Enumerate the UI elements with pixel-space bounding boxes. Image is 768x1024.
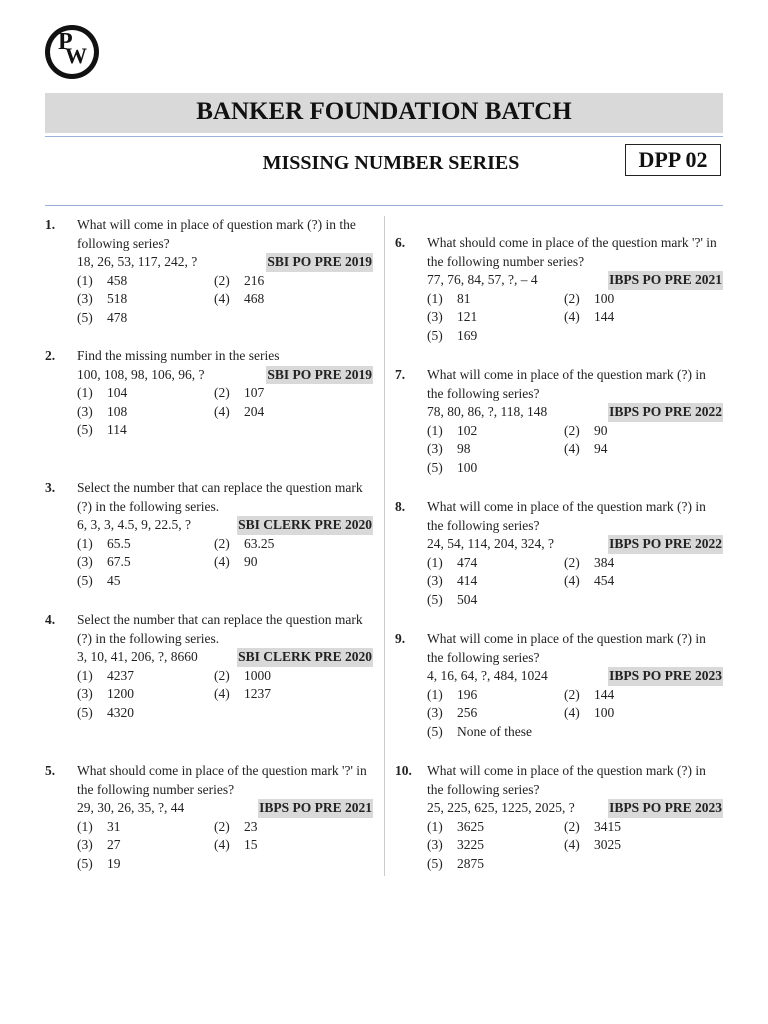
option-1[interactable]: (1) 104 (77, 385, 128, 401)
option-2[interactable]: (2) 384 (564, 554, 615, 570)
option-2[interactable]: (2) 107 (214, 385, 265, 401)
option-5[interactable]: (5) 169 (427, 327, 478, 343)
option-5[interactable]: (5) 4320 (77, 704, 134, 720)
question-text: What will come in place of the question mark (?) in the following series? (427, 499, 706, 533)
question-6 (395, 234, 723, 346)
option-4[interactable]: (4) 90 (214, 554, 258, 570)
option-4[interactable]: (4) 94 (564, 441, 608, 457)
dpp-badge: DPP 02 (625, 144, 721, 176)
option-2[interactable]: (2) 90 (564, 422, 608, 438)
question-number: 4. (45, 612, 56, 627)
exam-tag: IBPS PO PRE 2022 (608, 535, 723, 554)
series-values: 3, 10, 41, 206, ?, 8660 (77, 649, 198, 665)
series-values: 18, 26, 53, 117, 242, ? (77, 254, 198, 270)
options-grid (77, 384, 373, 440)
option-3[interactable]: (3) 1200 (77, 686, 134, 702)
option-5[interactable]: (5) 100 (427, 459, 478, 475)
option-1[interactable]: (1) 474 (427, 554, 478, 570)
options-grid (77, 667, 373, 723)
exam-tag: SBI PO PRE 2019 (266, 253, 373, 272)
option-5[interactable]: (5) 114 (77, 422, 127, 438)
option-1[interactable]: (1) 65.5 (77, 535, 131, 551)
option-5[interactable]: (5) 2875 (427, 855, 484, 871)
series-values: 4, 16, 64, ?, 484, 1024 (427, 668, 548, 684)
exam-tag: SBI CLERK PRE 2020 (237, 648, 373, 667)
option-2[interactable]: (2) 216 (214, 272, 265, 288)
question-series (427, 271, 723, 290)
option-1[interactable]: (1) 81 (427, 290, 471, 306)
series-values: 78, 80, 86, ?, 118, 148 (427, 404, 548, 420)
question-text: What will come in place of question mark (?) in the following series? (77, 217, 356, 251)
option-2[interactable]: (2) 63.25 (214, 535, 275, 551)
question-number: 8. (395, 499, 406, 514)
question-7 (395, 366, 723, 478)
exam-tag: IBPS PO PRE 2021 (258, 799, 373, 818)
header-rule (45, 136, 723, 137)
options-grid (427, 818, 723, 874)
option-4[interactable]: (4) 204 (214, 403, 265, 419)
option-4[interactable]: (4) 144 (564, 309, 615, 325)
question-text: What should come in place of the question mark '?' in the following number series? (427, 235, 717, 269)
option-5[interactable]: (5) 19 (77, 855, 121, 871)
column-divider (384, 216, 385, 876)
option-1[interactable]: (1) 196 (427, 686, 478, 702)
exam-tag: SBI CLERK PRE 2020 (237, 516, 373, 535)
question-text: Select the number that can replace the question mark (?) in the following series. (77, 612, 363, 646)
question-number: 2. (45, 348, 56, 363)
question-number: 7. (395, 367, 406, 382)
logo-letter-p: P (58, 29, 73, 55)
options-grid (77, 535, 373, 591)
options-grid (427, 422, 723, 478)
question-4 (45, 611, 373, 723)
option-5[interactable]: (5) 45 (77, 572, 121, 588)
question-number: 5. (45, 763, 56, 778)
options-grid (77, 818, 373, 874)
option-3[interactable]: (3) 414 (427, 573, 478, 589)
series-values: 24, 54, 114, 204, 324, ? (427, 536, 554, 552)
subtitle-rule (45, 205, 723, 206)
question-number: 3. (45, 480, 56, 495)
option-5[interactable]: (5) 478 (77, 309, 128, 325)
question-text: What will come in place of the question mark (?) in the following series? (427, 763, 706, 797)
options-grid (77, 272, 373, 328)
option-1[interactable]: (1) 4237 (77, 667, 134, 683)
option-3[interactable]: (3) 121 (427, 309, 478, 325)
option-3[interactable]: (3) 27 (77, 837, 121, 853)
series-values: 6, 3, 3, 4.5, 9, 22.5, ? (77, 517, 191, 533)
option-2[interactable]: (2) 3415 (564, 818, 621, 834)
option-1[interactable]: (1) 31 (77, 818, 121, 834)
question-5 (45, 762, 373, 874)
option-5[interactable]: (5) None of these (427, 723, 532, 739)
option-2[interactable]: (2) 1000 (214, 667, 271, 683)
logo-letter-w: W (65, 43, 87, 68)
page-subtitle: MISSING NUMBER SERIES (262, 152, 520, 174)
option-4[interactable]: (4) 100 (564, 705, 615, 721)
question-number: 10. (395, 763, 412, 778)
option-4[interactable]: (4) 15 (214, 837, 258, 853)
question-series (77, 516, 373, 535)
question-2 (45, 347, 373, 440)
series-values: 77, 76, 84, 57, ?, – 4 (427, 272, 538, 288)
option-3[interactable]: (3) 98 (427, 441, 471, 457)
option-1[interactable]: (1) 458 (77, 272, 128, 288)
option-3[interactable]: (3) 256 (427, 705, 478, 721)
question-text: What should come in place of the question mark '?' in the following number series? (77, 763, 367, 797)
question-text: Find the missing number in the series (77, 348, 280, 363)
option-3[interactable]: (3) 3225 (427, 837, 484, 853)
question-series (427, 535, 723, 554)
question-series (77, 648, 373, 667)
option-4[interactable]: (4) 454 (564, 573, 615, 589)
option-4[interactable]: (4) 468 (214, 291, 265, 307)
options-grid (427, 554, 723, 610)
pw-logo (45, 25, 99, 79)
question-8 (395, 498, 723, 610)
question-series (77, 253, 373, 272)
option-1[interactable]: (1) 102 (427, 422, 478, 438)
series-values: 100, 108, 98, 106, 96, ? (77, 366, 205, 382)
batch-banner: BANKER FOUNDATION BATCH (45, 93, 723, 133)
question-series (427, 799, 723, 818)
option-3[interactable]: (3) 67.5 (77, 554, 131, 570)
exam-tag: IBPS PO PRE 2023 (608, 667, 723, 686)
question-10 (395, 762, 723, 874)
exam-tag: IBPS PO PRE 2023 (608, 799, 723, 818)
option-4[interactable]: (4) 3025 (564, 837, 621, 853)
option-3[interactable]: (3) 518 (77, 291, 128, 307)
option-2[interactable]: (2) 100 (564, 290, 615, 306)
question-text: What will come in place of the question mark (?) in the following series? (427, 631, 706, 665)
question-text: Select the number that can replace the question mark (?) in the following series. (77, 480, 363, 514)
series-values: 29, 30, 26, 35, ?, 44 (77, 800, 185, 816)
option-3[interactable]: (3) 108 (77, 403, 128, 419)
question-number: 6. (395, 235, 406, 250)
question-1 (45, 216, 373, 328)
question-text: What will come in place of the question mark (?) in the following series? (427, 367, 706, 401)
option-5[interactable]: (5) 504 (427, 591, 478, 607)
options-grid (427, 290, 723, 346)
question-series (77, 799, 373, 818)
question-series (77, 366, 373, 385)
question-series (427, 403, 723, 422)
question-9 (395, 630, 723, 742)
option-2[interactable]: (2) 144 (564, 686, 615, 702)
options-grid (427, 686, 723, 742)
question-series (427, 667, 723, 686)
question-3 (45, 479, 373, 591)
option-4[interactable]: (4) 1237 (214, 686, 271, 702)
option-2[interactable]: (2) 23 (214, 818, 258, 834)
exam-tag: IBPS PO PRE 2022 (608, 403, 723, 422)
series-values: 25, 225, 625, 1225, 2025, ? (427, 800, 575, 816)
option-1[interactable]: (1) 3625 (427, 818, 484, 834)
exam-tag: IBPS PO PRE 2021 (608, 271, 723, 290)
question-number: 9. (395, 631, 406, 646)
question-number: 1. (45, 217, 56, 232)
exam-tag: SBI PO PRE 2019 (266, 366, 373, 385)
